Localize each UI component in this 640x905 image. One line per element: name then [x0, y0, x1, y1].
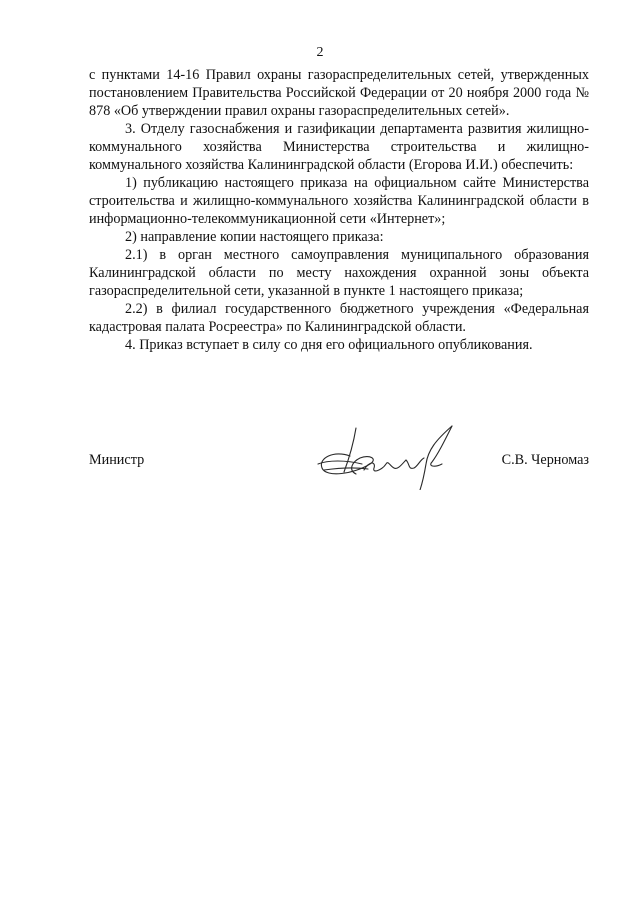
paragraph-subitem-2-1: 2.1) в орган местного самоуправления муниципального образования Калининградской области по месту нахождения охранной зоны объекта газораспределительной сети, указанной в пункте 1 настоящего приказа;: [89, 247, 589, 299]
paragraph-subitem-2: 2) направление копии настоящего приказа:: [125, 229, 384, 245]
paragraph-subitem-2-2: 2.2) в филиал государственного бюджетного учреждения «Федеральная кадастровая палата Росреестра» по Калининградской области.: [89, 301, 589, 335]
paragraph-item-3: 3. Отделу газоснабжения и газификации департамента развития жилищно-коммунального хозяйства Министерства строительства и жилищно-коммунального хозяйства Калининградской области (Егорова И.И.) обеспечить:: [89, 121, 589, 173]
handwritten-signature: [304, 420, 469, 490]
paragraph-item-4: 4. Приказ вступает в силу со дня его официального опубликования.: [125, 337, 533, 353]
paragraph-subitem-1: 1) публикацию настоящего приказа на официальном сайте Министерства строительства и жилищно-коммунального хозяйства Калининградской области в информационно-телекоммуникационной сети «Интернет»;: [89, 175, 589, 227]
signatory-name: С.В. Черномаз: [501, 452, 589, 468]
page-number: 2: [316, 45, 324, 60]
signature-block: [89, 447, 589, 487]
paragraph-continuation: с пунктами 14-16 Правил охраны газораспределительных сетей, утвержденных постановлением Правительства Российской Федерации от 20 ноября 2000 года № 878 «Об утверждении правил охраны газораспределительных сетей».: [89, 67, 589, 119]
signatory-title: Министр: [89, 452, 145, 468]
document-body: [89, 66, 589, 354]
